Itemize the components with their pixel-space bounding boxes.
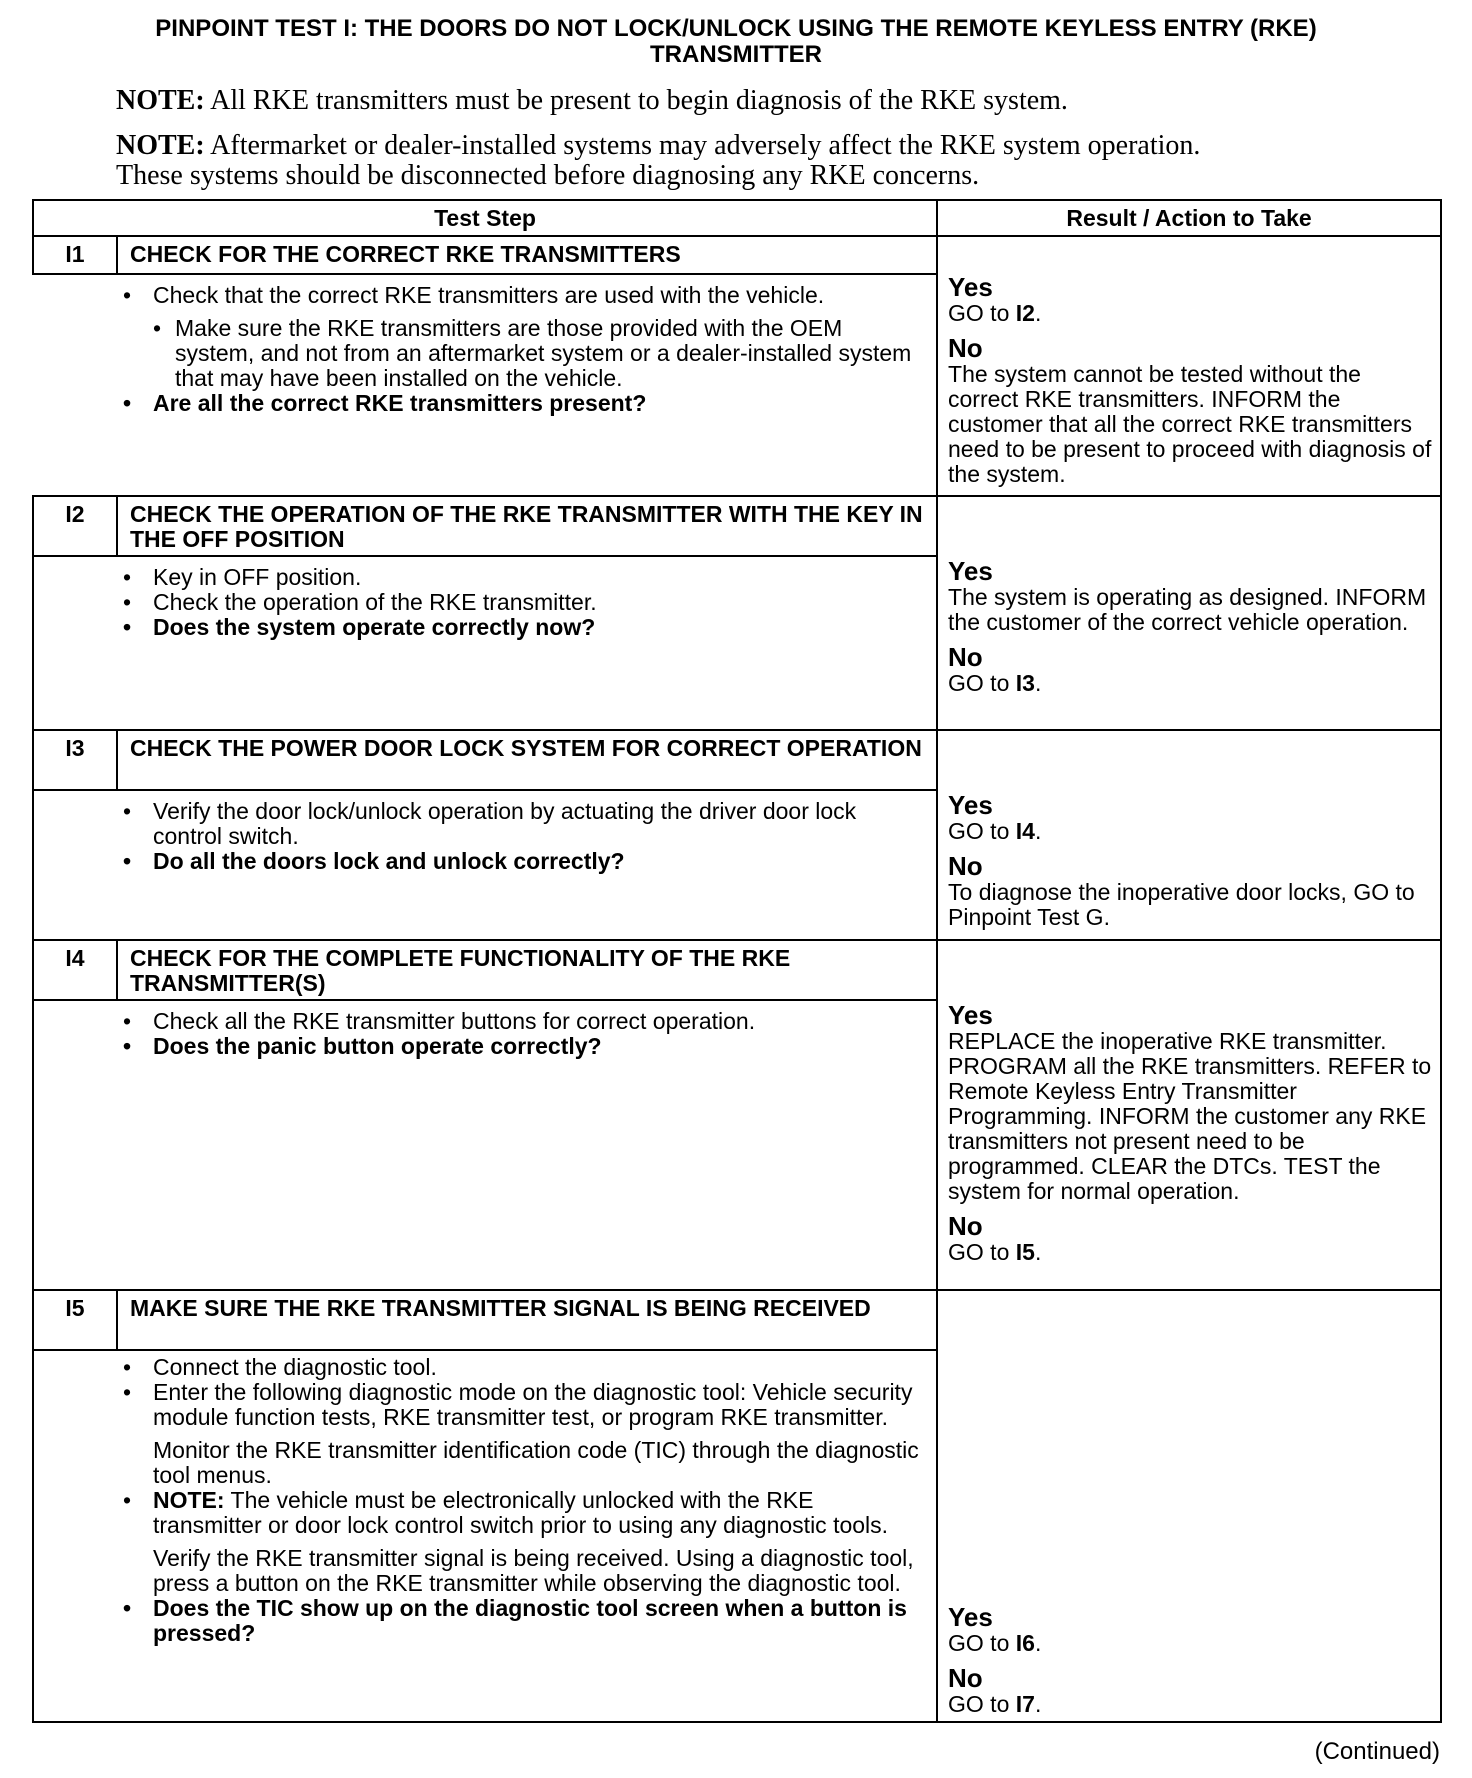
step-i5-yes-text-c: . bbox=[1034, 1630, 1042, 1656]
step-i5-note-label: NOTE: bbox=[153, 1487, 225, 1513]
note-1 bbox=[116, 86, 1236, 116]
step-i3-body bbox=[117, 790, 937, 940]
step-i1-yes-text-a: GO to bbox=[948, 300, 1016, 326]
step-i5-paragraph-2: Verify the RKE transmitter signal is being received. Using a diagnostic tool, press a button on the RKE transmitter while observing the diagnostic tool. bbox=[153, 1545, 914, 1596]
step-i5-yes-label: Yes bbox=[948, 1602, 993, 1632]
step-i4-result bbox=[937, 940, 1441, 1290]
step-i1-yes-ref: I2 bbox=[1015, 300, 1035, 326]
step-i5-no-ref: I7 bbox=[1015, 1691, 1035, 1717]
step-i5-yes-text-a: GO to bbox=[948, 1630, 1016, 1656]
step-i5-no-label: No bbox=[948, 1663, 983, 1693]
step-i2-heading: CHECK THE OPERATION OF THE RKE TRANSMITTER WITH THE KEY IN THE OFF POSITION bbox=[117, 496, 937, 556]
step-i1-yes-text bbox=[948, 301, 1434, 326]
step-i3-id: I3 bbox=[33, 730, 117, 790]
step-i3-question: • Do all the doors lock and unlock correctly? bbox=[123, 848, 625, 874]
step-i5-no-text-a: GO to bbox=[948, 1691, 1016, 1717]
header-test-step: Test Step bbox=[33, 200, 937, 236]
step-i2-result bbox=[937, 496, 1441, 730]
step-i4-heading: CHECK FOR THE COMPLETE FUNCTIONALITY OF THE RKE TRANSMITTER(S) bbox=[117, 940, 937, 1000]
step-i1-yes-text-c: . bbox=[1034, 300, 1042, 326]
page-title bbox=[20, 16, 1452, 68]
step-i3-yes-ref: I4 bbox=[1015, 818, 1035, 844]
list-item: • Check that the correct RKE transmitters are used with the vehicle. bbox=[123, 282, 825, 308]
step-i4-yes-text: REPLACE the inoperative RKE transmitter. PROGRAM all the RKE transmitters. REFER to Remote Keyless Entry Transmitter Programming. INFORM the customer any RKE transmitters not present need to be programmed. CLEAR the DTCs. TEST the system for normal operation. bbox=[948, 1028, 1432, 1204]
list-item: • Verify the door lock/unlock operation by actuating the driver door lock control switch. bbox=[123, 798, 857, 849]
step-i3-yes-text bbox=[948, 819, 1434, 844]
step-i2-body bbox=[117, 556, 937, 730]
list-item: • Check the operation of the RKE transmitter. bbox=[123, 589, 597, 615]
step-i2-yes-text: The system is operating as designed. INFORM the customer of the correct vehicle operation. bbox=[948, 584, 1427, 635]
step-i3-yes-text-c: . bbox=[1034, 818, 1042, 844]
pinpoint-test-table bbox=[32, 199, 1442, 1723]
step-i5-no-text bbox=[948, 1692, 1434, 1717]
step-i3-result bbox=[937, 730, 1441, 940]
step-i3-yes-label: Yes bbox=[948, 790, 993, 820]
step-i3-heading: CHECK THE POWER DOOR LOCK SYSTEM FOR CORRECT OPERATION bbox=[117, 730, 937, 790]
list-item: • NOTE: The vehicle must be electronically unlocked with the RKE transmitter or door lock control switch prior to using any diagnostic tools. bbox=[123, 1487, 889, 1538]
note-2-text: Aftermarket or dealer-installed systems may adversely affect the RKE system operation. These systems should be disconnected before diagnosing any RKE concerns. bbox=[116, 130, 1201, 191]
step-i1-heading: CHECK FOR THE CORRECT RKE TRANSMITTERS bbox=[117, 236, 937, 274]
step-i2-id: I2 bbox=[33, 496, 117, 556]
continued-label: (Continued) bbox=[1314, 1738, 1440, 1765]
step-i5-yes-text bbox=[948, 1631, 1434, 1656]
step-i5-body bbox=[117, 1350, 937, 1722]
step-i1-body bbox=[117, 274, 937, 496]
list-item: • Check all the RKE transmitter buttons for correct operation. bbox=[123, 1008, 756, 1034]
step-i1-id: I1 bbox=[33, 236, 117, 274]
step-i2-heading-row bbox=[33, 496, 1441, 556]
title-line-1: PINPOINT TEST I: THE DOORS DO NOT LOCK/UNLOCK USING THE REMOTE KEYLESS ENTRY (RKE) bbox=[155, 15, 1317, 42]
step-i2-no-text bbox=[948, 671, 1434, 696]
step-i2-no-text-c: . bbox=[1034, 670, 1042, 696]
step-i2-yes-label: Yes bbox=[948, 556, 993, 586]
note-1-label: NOTE: bbox=[116, 85, 205, 116]
note-2 bbox=[116, 131, 1236, 191]
step-i1-no-label: No bbox=[948, 333, 983, 363]
step-i5-question: • Does the TIC show up on the diagnostic tool screen when a button is pressed? bbox=[123, 1595, 907, 1646]
step-i5-body-spacer bbox=[33, 1350, 117, 1722]
step-i3-body-spacer bbox=[33, 790, 117, 940]
step-i1-heading-row bbox=[33, 236, 1441, 274]
step-i1-no-text: The system cannot be tested without the correct RKE transmitters. INFORM the customer that all the correct RKE transmitters need to be present to proceed with diagnosis of the system. bbox=[948, 361, 1432, 487]
step-i2-question: • Does the system operate correctly now? bbox=[123, 614, 596, 640]
step-i3-heading-row bbox=[33, 730, 1441, 790]
list-item: • Enter the following diagnostic mode on the diagnostic tool: Vehicle security module function tests, RKE transmitter test, or program RKE transmitter. bbox=[123, 1379, 913, 1430]
note-2-label: NOTE: bbox=[116, 130, 205, 161]
step-i3-no-label: No bbox=[948, 851, 983, 881]
step-i5-heading: MAKE SURE THE RKE TRANSMITTER SIGNAL IS BEING RECEIVED bbox=[117, 1290, 937, 1350]
step-i4-body-spacer bbox=[33, 1000, 117, 1290]
note-1-text: All RKE transmitters must be present to begin diagnosis of the RKE system. bbox=[204, 85, 1068, 116]
step-i4-no-label: No bbox=[948, 1211, 983, 1241]
step-i4-question: • Does the panic button operate correctly? bbox=[123, 1033, 602, 1059]
step-i5-yes-ref: I6 bbox=[1015, 1630, 1035, 1656]
step-i1-question: • Are all the correct RKE transmitters present? bbox=[123, 390, 647, 416]
title-line-2: TRANSMITTER bbox=[650, 41, 822, 68]
step-i4-no-text-c: . bbox=[1034, 1239, 1042, 1265]
step-i5-no-text-c: . bbox=[1034, 1691, 1042, 1717]
step-i4-no-text bbox=[948, 1240, 1434, 1265]
step-i3-no-text: To diagnose the inoperative door locks, GO to Pinpoint Test G. bbox=[948, 879, 1415, 930]
table-header-row bbox=[33, 200, 1441, 236]
step-i5-note-text: The vehicle must be electronically unlocked with the RKE transmitter or door lock control switch prior to using any diagnostic tools. bbox=[153, 1487, 889, 1538]
step-i5-heading-row bbox=[33, 1290, 1441, 1350]
step-i1-result bbox=[937, 236, 1441, 496]
step-i4-heading-row bbox=[33, 940, 1441, 1000]
list-item: • Key in OFF position. bbox=[123, 564, 362, 590]
step-i4-id: I4 bbox=[33, 940, 117, 1000]
header-result-action: Result / Action to Take bbox=[937, 200, 1441, 236]
step-i2-no-ref: I3 bbox=[1015, 670, 1035, 696]
step-i2-body-spacer bbox=[33, 556, 117, 730]
step-i2-no-text-a: GO to bbox=[948, 670, 1016, 696]
step-i5-id: I5 bbox=[33, 1290, 117, 1350]
step-i4-no-text-a: GO to bbox=[948, 1239, 1016, 1265]
step-i3-yes-text-a: GO to bbox=[948, 818, 1016, 844]
step-i1-yes-label: Yes bbox=[948, 272, 993, 302]
step-i4-yes-label: Yes bbox=[948, 1000, 993, 1030]
step-i4-body bbox=[117, 1000, 937, 1290]
sub-list-item: • Make sure the RKE transmitters are those provided with the OEM system, and not from an aftermarket system or a dealer-installed system that may have been installed on the vehicle. bbox=[153, 315, 912, 391]
step-i2-no-label: No bbox=[948, 642, 983, 672]
step-i4-no-ref: I5 bbox=[1015, 1239, 1035, 1265]
step-i5-paragraph-1: Monitor the RKE transmitter identification code (TIC) through the diagnostic tool menus. bbox=[153, 1437, 919, 1488]
step-i1-body-spacer bbox=[33, 274, 117, 496]
list-item: • Connect the diagnostic tool. bbox=[123, 1354, 437, 1380]
step-i5-result bbox=[937, 1290, 1441, 1722]
